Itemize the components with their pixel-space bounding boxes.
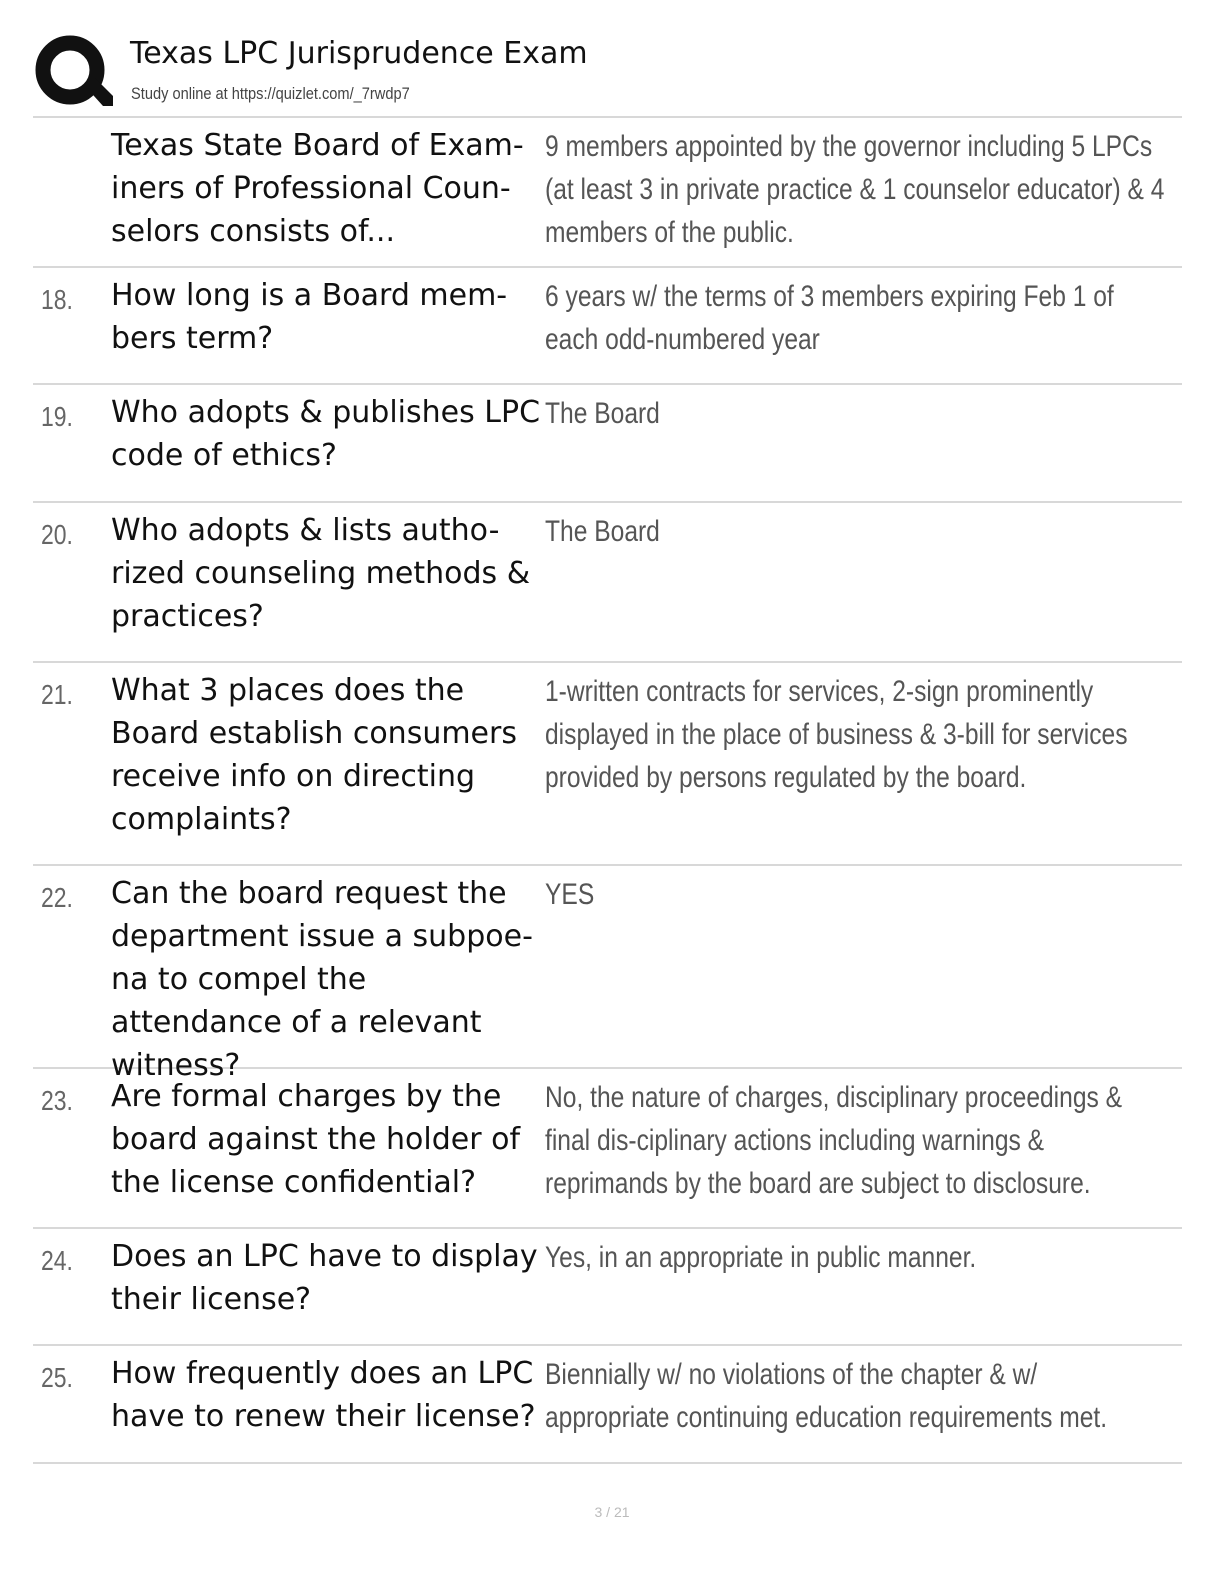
card-term: How long is a Board mem-bers term? bbox=[111, 278, 508, 356]
flashcard-row bbox=[33, 866, 1182, 1083]
card-definition: YES bbox=[545, 878, 595, 911]
card-term: Who adopts & publishes LPC code of ethics? bbox=[111, 395, 541, 473]
card-term: How frequently does an LPC have to renew their license? bbox=[111, 1356, 536, 1434]
card-definition: 9 members appointed by the governor including 5 LPCs (at least 3 in private practice & 1 counselor educator) & 4 members of the public. bbox=[545, 130, 1165, 249]
study-online-link[interactable]: Study online at https://quizlet.com/_7rwdp7 bbox=[131, 84, 410, 103]
flashcard-row bbox=[33, 268, 1182, 385]
flashcard-row bbox=[33, 1229, 1182, 1346]
card-term: Texas State Board of Exam-iners of Professional Coun-selors consists of... bbox=[111, 128, 524, 249]
flashcard-row bbox=[33, 1069, 1182, 1229]
card-term: Are formal charges by the board against the holder of the license confidential? bbox=[111, 1079, 521, 1200]
flashcard-row bbox=[33, 503, 1182, 663]
card-number: 22. bbox=[41, 882, 73, 913]
page-indicator: 3 / 21 bbox=[594, 1504, 630, 1520]
flashcard-row bbox=[33, 116, 1182, 268]
card-number: 21. bbox=[41, 679, 73, 710]
card-definition: The Board bbox=[545, 397, 660, 430]
card-number: 25. bbox=[41, 1362, 73, 1393]
card-definition: 6 years w/ the terms of 3 members expiring Feb 1 of each odd-numbered year bbox=[545, 280, 1114, 356]
card-term: Who adopts & lists autho-rized counseling methods & practices? bbox=[111, 513, 531, 634]
card-number: 19. bbox=[41, 401, 73, 432]
flashcard-list bbox=[33, 116, 1182, 1464]
card-definition: The Board bbox=[545, 515, 660, 548]
flashcard-row bbox=[33, 663, 1182, 866]
card-number: 18. bbox=[41, 284, 73, 315]
card-number: 20. bbox=[41, 519, 73, 550]
page-header bbox=[33, 32, 1183, 112]
card-term: What 3 places does the Board establish consumers receive info on directing complaints? bbox=[111, 673, 517, 837]
set-title: Texas LPC Jurisprudence Exam bbox=[130, 36, 588, 71]
card-term: Does an LPC have to display their license? bbox=[111, 1239, 538, 1317]
card-number: 24. bbox=[41, 1245, 73, 1276]
card-definition: Biennially w/ no violations of the chapter & w/ appropriate continuing education requirements met. bbox=[545, 1358, 1108, 1434]
card-definition: 1-written contracts for services, 2-sign prominently displayed in the place of business & 3-bill for services provided by persons regulated by the board. bbox=[545, 675, 1128, 794]
quizlet-logo-icon[interactable] bbox=[33, 34, 113, 114]
card-term: Can the board request the department issue a subpoe-na to compel the attendance of a relevant witness? bbox=[111, 876, 533, 1083]
flashcard-row bbox=[33, 385, 1182, 503]
card-definition: No, the nature of charges, disciplinary proceedings & final dis-ciplinary actions including warnings & reprimands by the board are subject to disclosure. bbox=[545, 1081, 1123, 1200]
card-number: 23. bbox=[41, 1085, 73, 1116]
flashcard-row bbox=[33, 1346, 1182, 1464]
card-definition: Yes, in an appropriate in public manner. bbox=[545, 1241, 977, 1274]
